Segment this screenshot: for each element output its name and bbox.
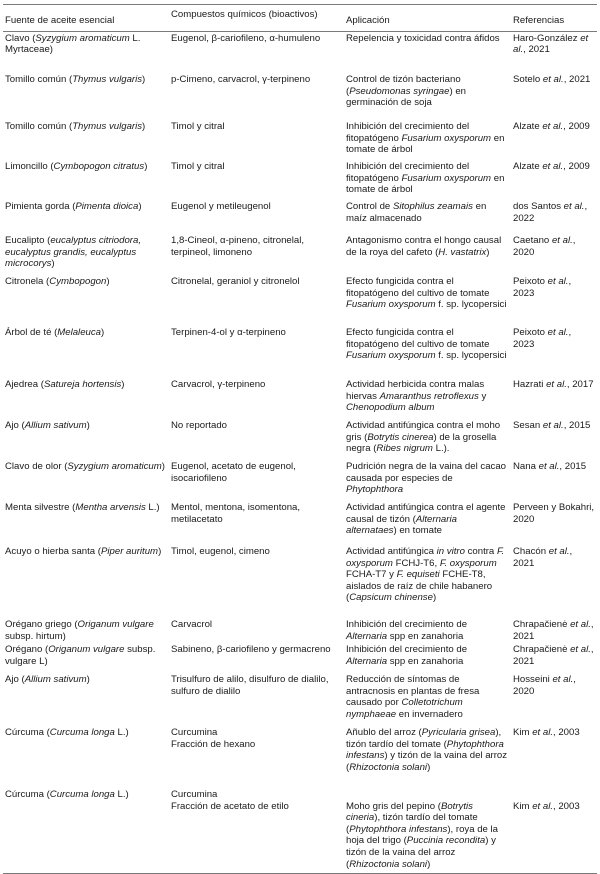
cell-compounds xyxy=(169,643,344,673)
text: ) en tomate xyxy=(393,525,442,537)
text: contra xyxy=(464,546,497,558)
cell-compounds xyxy=(169,501,344,545)
text: Perveen y Bokahri, 2020 xyxy=(513,502,595,525)
table-row xyxy=(3,643,597,673)
cell-application xyxy=(344,160,511,200)
text: ) xyxy=(142,74,146,86)
text: ), roya de la hoja del trigo ( xyxy=(346,823,499,847)
table-row xyxy=(3,31,597,73)
cell-reference xyxy=(511,726,597,788)
text: Chrapačienė xyxy=(513,619,571,631)
text: Inhibición del crecimiento de xyxy=(346,644,468,656)
italic-text: Fusarium oxysporum xyxy=(401,172,492,184)
cell-source xyxy=(3,200,169,234)
text: , 2023 xyxy=(513,276,572,299)
italic-text: F. oxysporum xyxy=(439,557,497,569)
text: L.). xyxy=(432,443,450,455)
text: ) y tizón de la vaina del arroz ( xyxy=(346,835,496,870)
text: 1,8-Cineol, α-pineno, citronelal, terpineol, limoneno xyxy=(171,235,305,258)
cell-source xyxy=(3,643,169,673)
cell-compounds xyxy=(169,31,344,73)
text: ) en germinación de soja xyxy=(346,85,467,109)
text: y xyxy=(478,390,487,402)
italic-text: Origanum vulgare xyxy=(77,619,154,631)
text: , 2015 xyxy=(563,420,591,432)
cell-source xyxy=(3,545,169,618)
cell-source xyxy=(3,726,169,788)
table-row xyxy=(3,275,597,326)
italic-text: et al. xyxy=(570,644,591,656)
text: Efecto fungicida contra el fitopatógeno del cultivo de tomate xyxy=(346,276,490,299)
cell-compounds xyxy=(169,326,344,378)
italic-text: Allium sativum xyxy=(24,674,87,686)
table-row xyxy=(3,419,597,460)
cell-reference xyxy=(511,618,597,643)
cell-source xyxy=(3,673,169,726)
text: Mentol, mentona, isomentona, metilacetato xyxy=(171,502,301,525)
text: ) xyxy=(121,379,125,391)
cell-application xyxy=(344,326,511,378)
table-header-row xyxy=(3,5,597,32)
text: Trisulfuro de alilo, disulfuro de dialilo, sulfuro de dialilo xyxy=(171,674,329,697)
cell-reference xyxy=(511,378,597,419)
text: ) y tizón de la vaina del arroz ( xyxy=(346,750,508,773)
cell-source xyxy=(3,160,169,200)
cell-application xyxy=(344,788,511,874)
italic-text: Pimenta dioica xyxy=(75,201,139,213)
text: dos Santos xyxy=(513,201,564,213)
italic-text: Syzygium aromaticum xyxy=(67,461,162,473)
text: , 2021 xyxy=(513,644,594,667)
cell-compounds xyxy=(169,378,344,419)
italic-text: Origanum vulgare xyxy=(48,644,125,656)
cell-source xyxy=(3,31,169,73)
cell-application xyxy=(344,31,511,73)
text: ) xyxy=(142,121,146,133)
cell-compounds xyxy=(169,726,344,788)
cell-source xyxy=(3,378,169,419)
table-row xyxy=(3,73,597,120)
italic-text: Melaleuca xyxy=(57,327,101,339)
text: , 2003 xyxy=(553,727,580,739)
text: ) xyxy=(51,258,55,270)
text: Timol y citral xyxy=(171,161,225,173)
text: , 2009 xyxy=(563,161,590,173)
text: Limoncillo ( xyxy=(5,161,54,173)
italic-text: Mentha arvensis xyxy=(75,502,146,514)
cell-reference xyxy=(511,501,597,545)
cell-source xyxy=(3,618,169,643)
text: , 2020 xyxy=(513,235,576,258)
italic-text: et al. xyxy=(532,727,553,739)
text: ) xyxy=(486,246,490,258)
cell-reference xyxy=(511,643,597,673)
cell-reference xyxy=(511,234,597,275)
cell-reference xyxy=(511,419,597,460)
cell-reference xyxy=(511,788,597,874)
text: , 2020 xyxy=(513,674,576,697)
italic-text: et al. xyxy=(513,32,589,56)
text: Cúrcuma ( xyxy=(5,789,50,801)
italic-text: et al. xyxy=(532,800,553,812)
text: Curcumina xyxy=(171,789,218,801)
italic-text: F. oxysporum xyxy=(346,546,505,569)
text: , 2015 xyxy=(559,461,587,473)
text: Ajo ( xyxy=(5,420,25,432)
text: Chrapačienė xyxy=(513,644,571,656)
table-row xyxy=(3,501,597,545)
cell-source xyxy=(3,326,169,378)
italic-text: et al. xyxy=(542,121,564,133)
italic-text: Botrytis cineria xyxy=(346,800,473,824)
text: , 2021 xyxy=(513,546,573,569)
text: ) xyxy=(144,161,148,173)
text: ) xyxy=(101,327,105,339)
text: Peixoto xyxy=(513,276,548,288)
text: , 2021 xyxy=(523,44,550,56)
text: en invernadero xyxy=(396,708,463,720)
cell-compounds xyxy=(169,234,344,275)
text: Tomillo común ( xyxy=(5,121,73,133)
text: FCHE-T8, aislados de raíz de chile habanero ( xyxy=(346,569,493,604)
table-row xyxy=(3,326,597,378)
cell-application xyxy=(344,419,511,460)
cell-reference xyxy=(511,31,597,73)
text: Peixoto xyxy=(513,327,548,339)
text: Hazrati xyxy=(513,379,547,391)
text: L.) xyxy=(114,789,129,801)
text: , 2009 xyxy=(563,121,590,133)
essential-oils-table xyxy=(3,4,597,874)
text: Carvacrol xyxy=(171,619,213,631)
table-row xyxy=(3,160,597,200)
text: en tomate de árbol xyxy=(346,172,505,196)
text: Citronelal, geraniol y citronelol xyxy=(171,276,300,288)
text: L.) xyxy=(114,727,129,739)
text: spp en zanahoria xyxy=(387,655,464,667)
text: Carvacrol, γ-terpineno xyxy=(171,379,266,391)
text: Antagonismo contra el hongo causal de la roya del cafeto ( xyxy=(346,235,502,258)
text: Eugenol, β-cariofileno, α-humuleno xyxy=(171,32,321,44)
text: Orégano ( xyxy=(5,644,49,656)
text: Eugenol, acetato de eugenol, isocariofileno xyxy=(171,461,296,484)
cell-application xyxy=(344,460,511,501)
italic-text: Sitophilus zeamais xyxy=(392,201,473,213)
text: f. sp. lycopersici xyxy=(435,350,507,362)
cell-source xyxy=(3,234,169,275)
text: Moho gris del pepino ( xyxy=(346,800,441,812)
italic-text: Syzygium aromaticum xyxy=(35,32,130,44)
cell-source xyxy=(3,419,169,460)
italic-text: Curcuma longa xyxy=(49,727,115,739)
text: Haro-González xyxy=(513,32,581,44)
text: , 2022 xyxy=(513,201,588,224)
italic-text: Cymbopogon xyxy=(49,276,107,288)
italic-text: et al. xyxy=(542,74,564,86)
text: ) xyxy=(158,546,162,558)
cell-application xyxy=(344,618,511,643)
text: subsp. hirtum) xyxy=(5,630,66,642)
text: Pimienta gorda ( xyxy=(5,201,76,213)
cell-application xyxy=(344,378,511,419)
text: Terpinen-4-ol y α-terpineno xyxy=(171,327,286,339)
text: Sotelo xyxy=(513,74,543,86)
italic-text: Fusarium oxysporum xyxy=(346,299,436,311)
italic-text: Allium sativum xyxy=(24,420,87,432)
text: Timol, eugenol, cimeno xyxy=(171,546,270,558)
text: Fracción de hexano xyxy=(171,738,256,750)
text: , 2021 xyxy=(513,619,594,642)
text: , 2021 xyxy=(563,74,591,86)
cell-application xyxy=(344,673,511,726)
cell-application xyxy=(344,545,511,618)
italic-text: Phytophthora infestans xyxy=(349,823,448,835)
cell-source xyxy=(3,275,169,326)
text: Inhibición del crecimiento del fitopatógeno xyxy=(346,121,470,144)
text: Sabineno, β-cariofileno y germacreno xyxy=(171,644,331,656)
text: Menta silvestre ( xyxy=(5,502,76,514)
text: ) xyxy=(427,858,431,870)
text: Acuyo o hierba santa ( xyxy=(5,546,101,558)
text: Tomillo común ( xyxy=(5,74,73,86)
text: Inhibición del crecimiento del fitopatógeno xyxy=(346,161,470,184)
italic-text: H. vastatrix xyxy=(438,246,487,258)
text: ), tizón tardío del tomate ( xyxy=(346,812,478,835)
cell-reference xyxy=(511,120,597,160)
text: Control de xyxy=(346,201,393,213)
italic-text: Alternaria alternataes xyxy=(346,513,457,537)
text: Cúrcuma ( xyxy=(5,727,50,739)
table-row xyxy=(3,788,597,874)
italic-text: Ribes nigrum xyxy=(376,443,433,455)
italic-text: Phytophthora infestans xyxy=(346,738,504,762)
cell-reference xyxy=(511,73,597,120)
italic-text: et al. xyxy=(548,546,570,558)
text: ), tizón tardío del tomate ( xyxy=(346,727,502,750)
text: en maíz almacenado xyxy=(346,201,487,224)
italic-text: Colletotrichum nymphaeae xyxy=(346,697,463,720)
cell-reference xyxy=(511,275,597,326)
cell-compounds xyxy=(169,460,344,501)
italic-text: Chenopodium album xyxy=(346,402,435,414)
cell-reference xyxy=(511,460,597,501)
cell-application xyxy=(344,234,511,275)
text: Curcumina xyxy=(171,727,218,739)
text: Repelencia y toxicidad contra áfidos xyxy=(346,32,500,44)
text: Orégano griego ( xyxy=(5,619,78,631)
italic-text: F. equiseti xyxy=(396,569,440,581)
cell-application xyxy=(344,120,511,160)
italic-text: Alternaria xyxy=(346,655,388,667)
cell-compounds xyxy=(169,120,344,160)
cell-compounds xyxy=(169,545,344,618)
italic-text: eucalyptus citriodora, eucalyptus grandis, eucalyptus microcorys xyxy=(5,235,141,270)
text: Clavo de olor ( xyxy=(5,461,68,473)
text: ) xyxy=(138,201,142,213)
italic-text: Piper auritum xyxy=(101,546,159,558)
italic-text: et al. xyxy=(538,461,560,473)
text: ) de la grosella negra ( xyxy=(346,431,497,455)
italic-text: Thymus vulgaris xyxy=(72,121,143,133)
italic-text: Satureja hortensis xyxy=(43,379,122,391)
italic-text: Fusarium oxysporum xyxy=(346,350,436,362)
italic-text: et al. xyxy=(547,327,569,339)
text: p-Cimeno, carvacrol, γ-terpineno xyxy=(171,74,311,86)
cell-application xyxy=(344,275,511,326)
text: Control de tizón bacteriano ( xyxy=(346,74,461,97)
text: Caetano xyxy=(513,235,552,247)
table-row xyxy=(3,234,597,275)
table-body xyxy=(3,31,597,874)
header-application: Aplicación xyxy=(344,5,511,32)
text: Nana xyxy=(513,461,539,473)
text: en tomate de árbol xyxy=(346,132,505,156)
text: , 2017 xyxy=(566,379,594,391)
italic-text: et al. xyxy=(542,161,564,173)
italic-text: Rhizoctonia solani xyxy=(349,858,428,870)
text: Citronela ( xyxy=(5,276,50,288)
text: FCHJ-T6, xyxy=(392,557,440,569)
table-row xyxy=(3,120,597,160)
text: Ajo ( xyxy=(5,674,25,686)
header-references: Referencias xyxy=(511,5,597,32)
text: Sesan xyxy=(513,420,543,432)
text: f. sp. lycopersici xyxy=(435,299,507,311)
cell-application xyxy=(344,726,511,788)
table-row xyxy=(3,618,597,643)
text: Pudrición negra de la vaina del cacao causada por especies de xyxy=(346,461,507,484)
italic-text: Curcuma longa xyxy=(49,789,115,801)
cell-compounds xyxy=(169,275,344,326)
text: spp en zanahoria xyxy=(387,630,464,642)
table-row xyxy=(3,378,597,419)
cell-source xyxy=(3,120,169,160)
text: Kim xyxy=(513,727,533,739)
text: FCHA-T7 y xyxy=(346,569,397,581)
text: ) xyxy=(86,420,90,432)
text: Actividad herbicida contra malas hiervas xyxy=(346,379,485,402)
table-row xyxy=(3,673,597,726)
text: Fracción de acetato de etilo xyxy=(171,800,289,812)
header-compounds: Compuestos químicos (bioactivos) xyxy=(169,5,344,32)
italic-text: in vitro xyxy=(436,546,465,558)
cell-compounds xyxy=(169,618,344,643)
table-row xyxy=(3,200,597,234)
text: L. Myrtaceae) xyxy=(5,32,141,56)
cell-reference xyxy=(511,200,597,234)
text: Timol y citral xyxy=(171,121,225,133)
cell-application xyxy=(344,73,511,120)
italic-text: et al. xyxy=(542,420,564,432)
text: Actividad antifúngica contra el agente causal de tizón ( xyxy=(346,502,506,525)
text: Alzate xyxy=(513,121,543,133)
cell-application xyxy=(344,200,511,234)
cell-compounds xyxy=(169,673,344,726)
italic-text: et al. xyxy=(563,201,585,213)
cell-compounds xyxy=(169,419,344,460)
text: L.) xyxy=(145,502,160,514)
italic-text: Alternaria xyxy=(346,630,388,642)
cell-reference xyxy=(511,545,597,618)
cell-compounds xyxy=(169,160,344,200)
text: Árbol de té ( xyxy=(5,327,58,339)
table-row xyxy=(3,460,597,501)
italic-text: et al. xyxy=(546,379,567,391)
italic-text: Cymbopogon citratus xyxy=(53,161,145,173)
text: Chacón xyxy=(513,546,549,558)
text: , 2003 xyxy=(553,800,580,812)
text: Inhibición del crecimiento de xyxy=(346,619,468,631)
text: Hosseini xyxy=(513,674,553,686)
text: , 2023 xyxy=(513,327,572,350)
text: Reducción de síntomas de antracnosis en plantas de fresa causado por xyxy=(346,674,480,709)
cell-compounds xyxy=(169,788,344,874)
cell-source xyxy=(3,73,169,120)
text: Clavo ( xyxy=(5,32,36,44)
table-row xyxy=(3,726,597,788)
italic-text: et al. xyxy=(547,276,569,288)
text: Actividad antifúngica contra el moho gris ( xyxy=(346,420,501,443)
text: Alzate xyxy=(513,161,543,173)
cell-compounds xyxy=(169,200,344,234)
cell-reference xyxy=(511,673,597,726)
text: Ajedrea ( xyxy=(5,379,44,391)
text: No reportado xyxy=(171,420,227,432)
text: subsp. vulgare L) xyxy=(5,644,156,667)
italic-text: Rhizoctonia solani xyxy=(349,761,428,773)
italic-text: Amaranthus retroflexus xyxy=(379,390,479,402)
text: ) xyxy=(161,461,165,473)
italic-text: Capsicum chinense xyxy=(349,592,433,604)
italic-text: Puccinia recondita xyxy=(406,835,486,847)
italic-text: et al. xyxy=(570,619,591,631)
italic-text: Thymus vulgaris xyxy=(72,74,143,86)
italic-text: Pyricularia grisea xyxy=(421,727,496,739)
text: Kim xyxy=(513,800,533,812)
italic-text: Phytophthora xyxy=(346,484,404,496)
text: ) xyxy=(432,592,437,604)
italic-text: Botrytis cinerea xyxy=(367,431,434,443)
cell-application xyxy=(344,643,511,673)
italic-text: et al. xyxy=(551,235,573,247)
text: ) xyxy=(86,674,90,686)
cell-compounds xyxy=(169,73,344,120)
cell-reference xyxy=(511,326,597,378)
cell-source xyxy=(3,460,169,501)
text: Efecto fungicida contra el fitopatógeno del cultivo de tomate xyxy=(346,327,490,350)
text: Eugenol y metileugenol xyxy=(171,201,271,213)
table-row xyxy=(3,545,597,618)
text: Actividad antifúngica xyxy=(346,546,437,558)
text: ) xyxy=(106,276,110,288)
header-source: Fuente de aceite esencial xyxy=(3,5,169,32)
text: ) xyxy=(427,761,431,773)
text: Eucalipto ( xyxy=(5,235,51,247)
cell-application xyxy=(344,501,511,545)
cell-reference xyxy=(511,160,597,200)
cell-source xyxy=(3,788,169,874)
italic-text: Fusarium oxysporum xyxy=(401,132,492,144)
cell-source xyxy=(3,501,169,545)
italic-text: et al. xyxy=(552,674,574,686)
text: Añublo del arroz ( xyxy=(346,727,422,739)
italic-text: Pseudomonas syringae xyxy=(349,85,450,97)
